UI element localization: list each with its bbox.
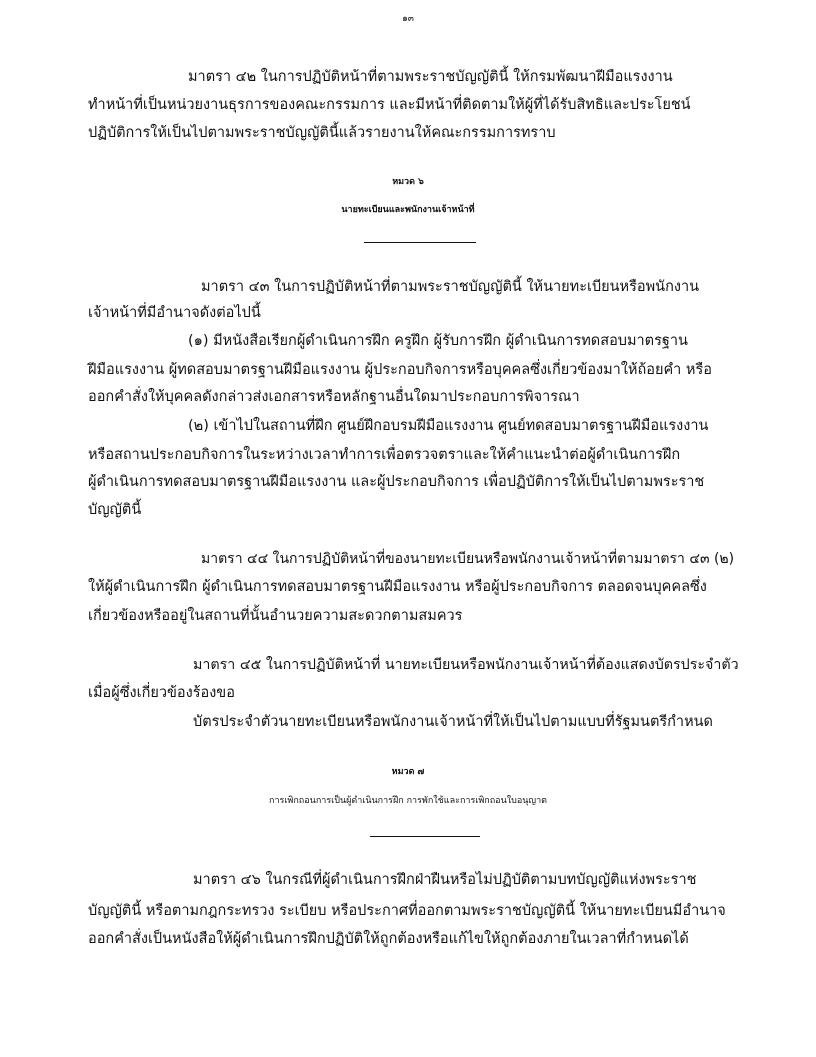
section-42-line-2: ทำหน้าที่เป็นหน่วยงานธุรการของคณะกรรมการ และมีหน้าที่ติดตามให้ผู้ที่ได้รับสิทธิและประโยชน์ bbox=[88, 97, 691, 113]
section-43-line-1: มาตรา ๔๓ ในการปฏิบัติหน้าที่ตามพระราชบัญญัตินี้ ให้นายทะเบียนหรือพนักงาน bbox=[201, 279, 699, 295]
section-43-line-2: เจ้าหน้าที่มีอำนาจดังต่อไปนี้ bbox=[88, 305, 261, 321]
chapter-6-number: หมวด ๖ bbox=[392, 177, 424, 187]
section-44-line-2: ให้ผู้ดำเนินการฝึก ผู้ดำเนินการทดสอบมาตรฐานฝีมือแรงงาน หรือผู้ประกอบกิจการ ตลอดจนบุคคลซึ่ง bbox=[88, 579, 707, 595]
page-number: ๑๓ bbox=[402, 14, 414, 24]
section-45-line-3: บัตรประจำตัวนายทะเบียนหรือพนักงานเจ้าหน้าที่ให้เป็นไปตามแบบที่รัฐมนตรีกำหนด bbox=[193, 714, 713, 730]
section-43-clause-1-line-1: (๑) มีหนังสือเรียกผู้ดำเนินการฝึก ครูฝึก ผู้รับการฝึก ผู้ดำเนินการทดสอบมาตรฐาน bbox=[188, 333, 688, 349]
chapter-6-title: นายทะเบียนและพนักงานเจ้าหน้าที่ bbox=[341, 205, 475, 215]
chapter-6-divider bbox=[364, 242, 476, 243]
section-42-line-1: มาตรา ๔๒ ในการปฏิบัติหน้าที่ตามพระราชบัญญัตินี้ ให้กรมพัฒนาฝีมือแรงงาน bbox=[188, 69, 673, 85]
chapter-7-title: การเพิกถอนการเป็นผู้ดำเนินการฝึก การพักใช้และการเพิกถอนใบอนุญาต bbox=[269, 796, 547, 806]
section-43-clause-1-line-2: ฝีมือแรงงาน ผู้ทดสอบมาตรฐานฝีมือแรงงาน ผู้ประกอบกิจการหรือบุคคลซึ่งเกี่ยวข้องมาให้ถ้อยคำ หรือ bbox=[88, 362, 712, 378]
section-45-line-2: เมื่อผู้ซึ่งเกี่ยวข้องร้องขอ bbox=[88, 685, 235, 701]
section-43-clause-2-line-3: ผู้ดำเนินการทดสอบมาตรฐานฝีมือแรงงาน และผู้ประกอบกิจการ เพื่อปฏิบัติการให้เป็นไปตามพระราช bbox=[88, 474, 705, 490]
section-46-line-2: บัญญัตินี้ หรือตามกฎกระทรวง ระเบียบ หรือประกาศที่ออกตามพระราชบัญญัตินี้ ให้นายทะเบียนมีอำนาจ bbox=[88, 903, 726, 919]
section-43-clause-2-line-1: (๒) เข้าไปในสถานที่ฝึก ศูนย์ฝึกอบรมฝีมือแรงงาน ศูนย์ทดสอบมาตรฐานฝีมือแรงงาน bbox=[188, 418, 709, 434]
section-44-line-1: มาตรา ๔๔ ในการปฏิบัติหน้าที่ของนายทะเบียนหรือพนักงานเจ้าหน้าที่ตามมาตรา ๔๓ (๒) bbox=[201, 551, 735, 567]
section-46-line-3: ออกคำสั่งเป็นหนังสือให้ผู้ดำเนินการฝึกปฏิบัติให้ถูกต้องหรือแก้ไขให้ถูกต้องภายในเวลาที่กำหนดได้ bbox=[88, 931, 689, 947]
section-42-line-3: ปฏิบัติการให้เป็นไปตามพระราชบัญญัตินี้แล้วรายงานให้คณะกรรมการทราบ bbox=[88, 125, 556, 141]
section-43-clause-2-line-4: บัญญัตินี้ bbox=[88, 502, 142, 518]
section-44-line-3: เกี่ยวข้องหรืออยู่ในสถานที่นั้นอำนวยความสะดวกตามสมควร bbox=[88, 608, 463, 624]
section-45-line-1: มาตรา ๔๕ ในการปฏิบัติหน้าที่ นายทะเบียนหรือพนักงานเจ้าหน้าที่ต้องแสดงบัตรประจำตัว bbox=[193, 657, 739, 673]
section-43-clause-1-line-3: ออกคำสั่งให้บุคคลดังกล่าวส่งเอกสารหรือหลักฐานอื่นใดมาประกอบการพิจารณา bbox=[88, 389, 580, 405]
section-46-line-1: มาตรา ๔๖ ในกรณีที่ผู้ดำเนินการฝึกฝ่าฝืนหรือไม่ปฏิบัติตามบทบัญญัติแห่งพระราช bbox=[193, 872, 697, 888]
chapter-7-number: หมวด ๗ bbox=[391, 767, 425, 777]
section-43-clause-2-line-2: หรือสถานประกอบกิจการในระหว่างเวลาทำการเพื่อตรวจตราและให้คำแนะนำต่อผู้ดำเนินการฝึก bbox=[88, 447, 681, 463]
chapter-7-divider bbox=[370, 836, 480, 837]
